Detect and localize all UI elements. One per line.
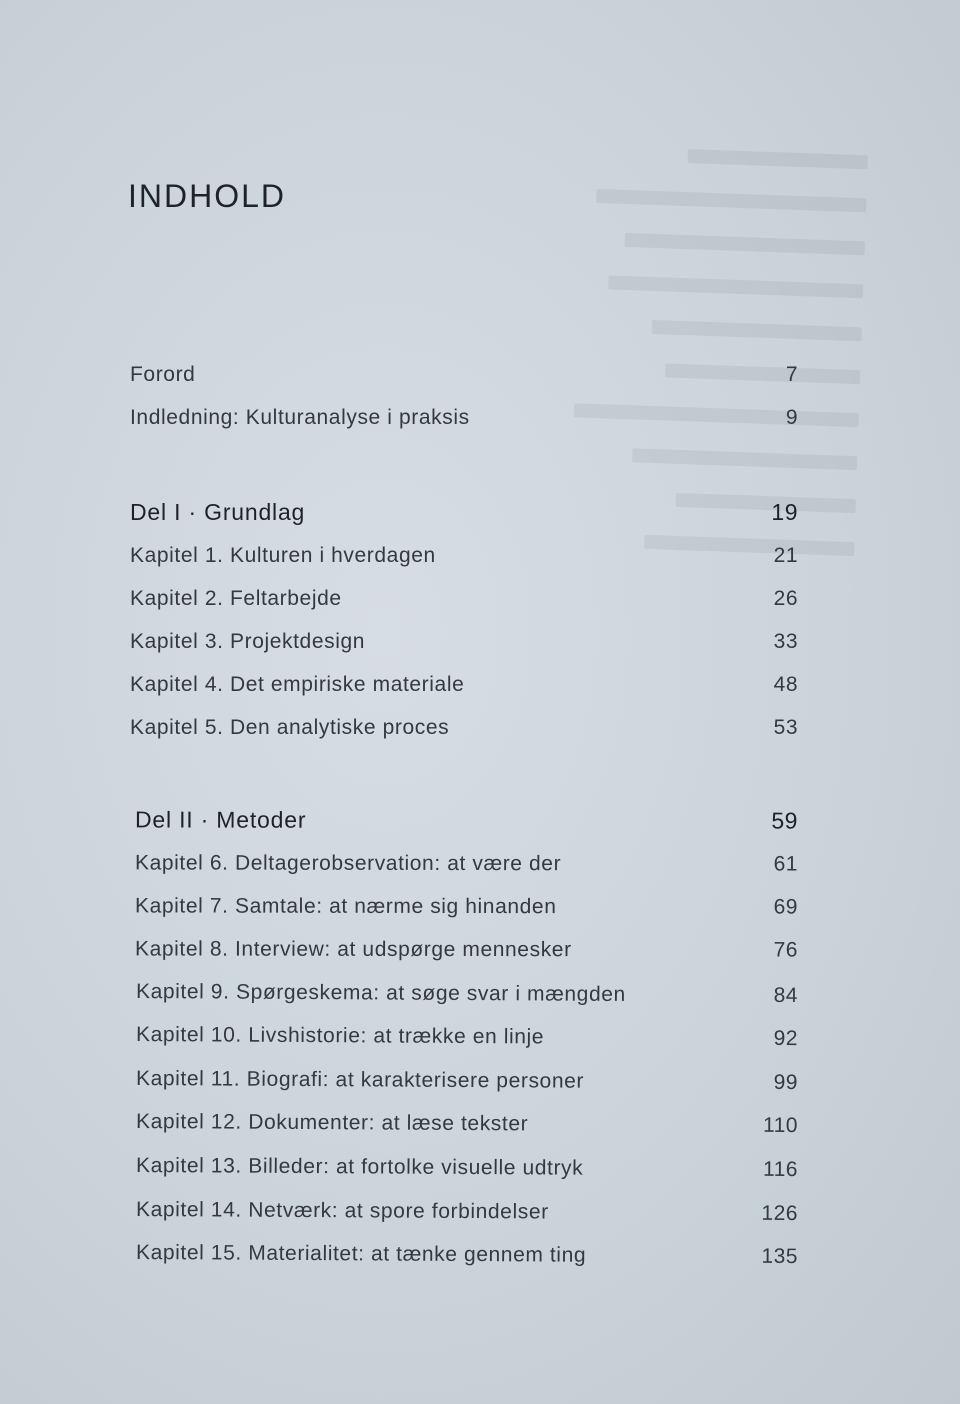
toc-chapter-label: Kapitel 5. Den analytiske proces [130,716,450,739]
toc-chapter-label: Kapitel 4. Det empiriske materiale [130,673,465,696]
toc-chapter-label: Kapitel 12. Dokumenter: at læse tekster [135,1109,529,1136]
toc-entry-page: 9 [785,406,798,429]
toc-part-1-heading [130,497,798,527]
toc-part-label: Del I · Grundlag [130,499,306,525]
toc-chapter-page: 33 [773,630,798,653]
toc-chapter-label: Kapitel 15. Materialitet: at tænke gennem ting [135,1240,587,1267]
toc-chapter-2 [130,584,798,614]
toc-chapter-page: 110 [762,1113,799,1138]
toc-chapter-label: Kapitel 11. Biografi: at karakterisere personer [135,1066,585,1093]
toc-chapter-page: 61 [773,852,799,876]
toc-part-2-heading [135,804,798,835]
toc-chapter-15 [136,1238,798,1272]
toc-part-page: 19 [771,499,798,525]
toc-chapter-label: Kapitel 1. Kulturen i hverdagen [130,544,436,567]
toc-chapter-page: 99 [773,1070,799,1095]
toc-chapter-page: 76 [773,938,799,962]
toc-chapter-label: Kapitel 9. Spørgeskema: at søge svar i mængden [135,979,626,1006]
toc-part-page: 59 [771,807,799,834]
toc-chapter-label: Kapitel 13. Billeder: at fortolke visuelle udtryk [135,1153,584,1180]
toc-chapter-3 [130,627,798,657]
toc-entry-forord [130,360,798,390]
toc-chapter-6 [135,848,798,879]
toc-chapter-page: 69 [773,895,799,919]
toc-entry-page: 7 [785,363,798,386]
toc-chapter-13 [136,1151,798,1185]
toc-chapter-label: Kapitel 8. Interview: at udspørge mennesker [134,937,572,962]
toc-chapter-1 [130,541,798,571]
toc-chapter-label: Kapitel 2. Feltarbejde [130,587,342,610]
toc-chapter-page: 84 [773,983,799,1008]
toc-chapter-10 [136,1020,798,1054]
toc-chapter-14 [136,1195,798,1229]
toc-chapter-11 [136,1064,798,1098]
toc-chapter-label: Kapitel 14. Netværk: at spore forbindelser [135,1197,549,1224]
toc-chapter-page: 92 [773,1026,799,1051]
toc-chapter-9 [136,977,798,1011]
toc-chapter-label: Kapitel 3. Projektdesign [130,630,366,653]
toc-chapter-page: 135 [761,1244,799,1269]
toc-part-label: Del II · Metoder [134,806,307,833]
toc-chapter-8 [135,934,798,965]
toc-chapter-label: Kapitel 7. Samtale: at nærme sig hinanden [134,894,557,919]
toc-chapter-5 [130,713,798,743]
toc-chapter-page: 48 [773,673,798,696]
toc-entry-label: Forord [130,363,196,386]
toc-chapter-page: 126 [761,1201,799,1226]
toc-entry-label: Indledning: Kulturanalyse i praksis [130,406,470,429]
toc-chapter-page: 116 [762,1157,799,1182]
toc-entry-indledning [130,403,798,433]
toc-chapter-7 [135,891,798,922]
toc-chapter-label: Kapitel 6. Deltagerobservation: at være der [134,851,562,876]
toc-chapter-4 [130,670,798,700]
toc-chapter-label: Kapitel 10. Livshistorie: at trække en linje [135,1022,545,1049]
toc-chapter-page: 26 [773,587,798,610]
toc-chapter-12 [136,1107,798,1141]
toc-chapter-page: 21 [773,544,798,567]
toc-chapter-page: 53 [773,716,798,739]
page-title: INDHOLD [128,178,287,214]
